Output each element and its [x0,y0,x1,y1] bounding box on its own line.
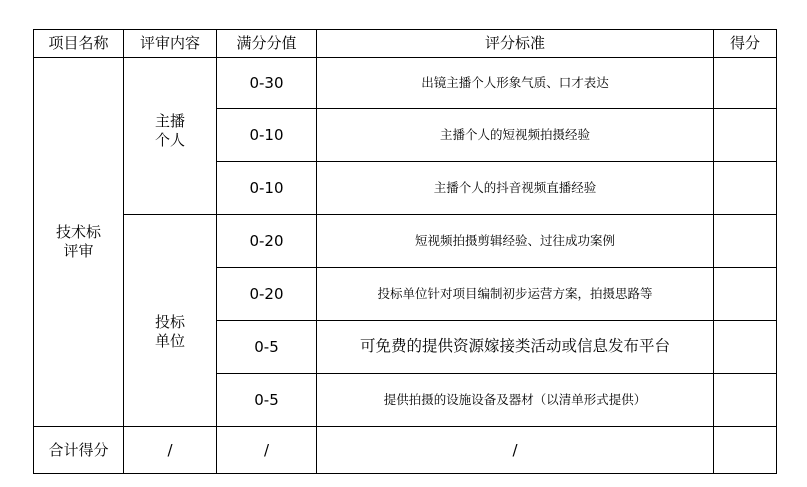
score-range: 0-10 [217,162,317,215]
subcategory-anchor: 主播 个人 [124,58,217,215]
scoring-table [33,29,777,474]
criteria-text: 提供拍摄的设施设备及器材（以清单形式提供） [317,374,714,427]
table-row [34,58,777,109]
score-cell[interactable] [714,321,777,374]
subcategory-bidder: 投标 单位 [124,215,217,427]
score-range: 0-20 [217,268,317,321]
criteria-text: 出镜主播个人形象气质、口才表达 [317,58,714,109]
score-cell[interactable] [714,58,777,109]
total-criteria: / [317,427,714,474]
total-score-cell[interactable] [714,427,777,474]
score-cell[interactable] [714,162,777,215]
score-range: 0-30 [217,58,317,109]
criteria-text: 主播个人的短视频拍摄经验 [317,109,714,162]
category-tech-review: 技术标 评审 [34,58,124,427]
score-range: 0-5 [217,321,317,374]
table-row [34,215,777,268]
score-cell[interactable] [714,374,777,427]
criteria-text: 投标单位针对项目编制初步运营方案，拍摄思路等 [317,268,714,321]
criteria-text: 主播个人的抖音视频直播经验 [317,162,714,215]
total-review-content: / [124,427,217,474]
score-range: 0-20 [217,215,317,268]
header-criteria: 评分标准 [317,30,714,58]
criteria-text: 短视频拍摄剪辑经验、过往成功案例 [317,215,714,268]
header-project-name: 项目名称 [34,30,124,58]
header-row [34,30,777,58]
criteria-text: 可免费的提供资源嫁接类活动或信息发布平台 [317,321,714,374]
total-row [34,427,777,474]
header-review-content: 评审内容 [124,30,217,58]
score-range: 0-10 [217,109,317,162]
total-label: 合计得分 [34,427,124,474]
score-cell[interactable] [714,215,777,268]
header-score: 得分 [714,30,777,58]
score-cell[interactable] [714,109,777,162]
total-full-score: / [217,427,317,474]
score-range: 0-5 [217,374,317,427]
header-full-score: 满分分值 [217,30,317,58]
score-cell[interactable] [714,268,777,321]
